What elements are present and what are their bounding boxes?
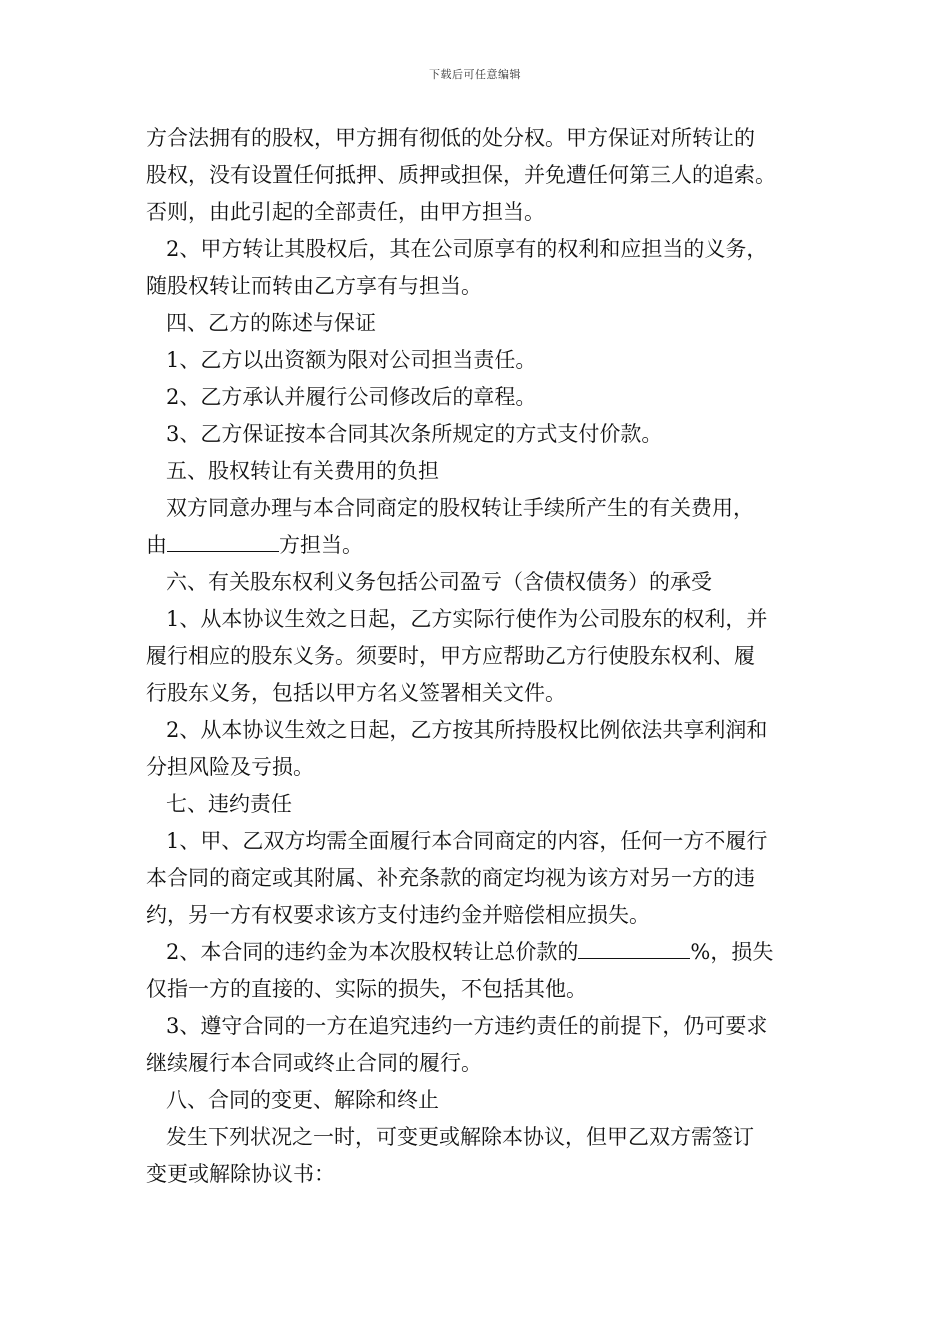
text-line: 随股权转让而转由乙方享有与担当。 — [146, 274, 482, 298]
text-line: 3、遵守合同的一方在追究违约一方违约责任的前提下，仍可要求 — [166, 1014, 768, 1038]
page-header: 下载后可任意编辑 — [429, 68, 521, 81]
text-before-blank: 由 — [146, 533, 167, 557]
text-line: 2、甲方转让其股权后，其在公司原享有的权利和应担当的义务， — [166, 237, 768, 261]
text-line: 股权，没有设置任何抵押、质押或担保，并免遭任何第三人的追索。 — [146, 163, 776, 187]
text-line: 仅指一方的直接的、实际的损失，不包括其他。 — [146, 977, 587, 1001]
text-line: 继续履行本合同或终止合同的履行。 — [146, 1051, 482, 1075]
section-heading-4: 四、乙方的陈述与保证 — [166, 311, 376, 335]
text-line: 否则，由此引起的全部责任，由甲方担当。 — [146, 200, 545, 224]
document-body — [146, 120, 810, 1193]
text-line: 本合同的商定或其附属、补充条款的商定均视为该方对另一方的违 — [146, 866, 755, 890]
text-after-blank: 方担当。 — [279, 533, 363, 557]
text-line-with-blank — [146, 527, 810, 564]
section-heading-6: 六、有关股东权利义务包括公司盈亏（含债权债务）的承受 — [166, 570, 712, 594]
section-heading-8: 八、合同的变更、解除和终止 — [166, 1088, 439, 1112]
text-line: 变更或解除协议书： — [146, 1162, 335, 1186]
text-line: 1、乙方以出资额为限对公司担当责任。 — [166, 348, 537, 372]
text-line: 行股东义务，包括以甲方名义签署相关文件。 — [146, 681, 566, 705]
text-line: 1、从本协议生效之日起，乙方实际行使作为公司股东的权利，并 — [166, 607, 768, 631]
text-line: 2、从本协议生效之日起，乙方按其所持股权比例依法共享利润和 — [166, 718, 768, 742]
text-line: 1、甲、乙双方均需全面履行本合同商定的内容，任何一方不履行 — [166, 829, 768, 853]
text-line: 双方同意办理与本合同商定的股权转让手续所产生的有关费用， — [166, 496, 754, 520]
text-after-blank: %，损失 — [690, 940, 774, 964]
text-line: 2、乙方承认并履行公司修改后的章程。 — [166, 385, 537, 409]
section-heading-7: 七、违约责任 — [166, 792, 292, 816]
text-line: 方合法拥有的股权，甲方拥有彻低的处分权。甲方保证对所转让的 — [146, 126, 755, 150]
text-line-with-blank — [146, 934, 810, 971]
text-line: 分担风险及亏损。 — [146, 755, 314, 779]
fill-in-blank — [578, 936, 690, 959]
text-line: 3、乙方保证按本合同其次条所规定的方式支付价款。 — [166, 422, 663, 446]
text-line: 履行相应的股东义务。须要时，甲方应帮助乙方行使股东权利、履 — [146, 644, 755, 668]
fill-in-blank — [167, 529, 279, 552]
section-heading-5: 五、股权转让有关费用的负担 — [166, 459, 439, 483]
text-line: 约，另一方有权要求该方支付违约金并赔偿相应损失。 — [146, 903, 650, 927]
text-before-blank: 2、本合同的违约金为本次股权转让总价款的 — [166, 940, 579, 964]
text-line: 发生下列状况之一时，可变更或解除本协议，但甲乙双方需签订 — [166, 1125, 754, 1149]
